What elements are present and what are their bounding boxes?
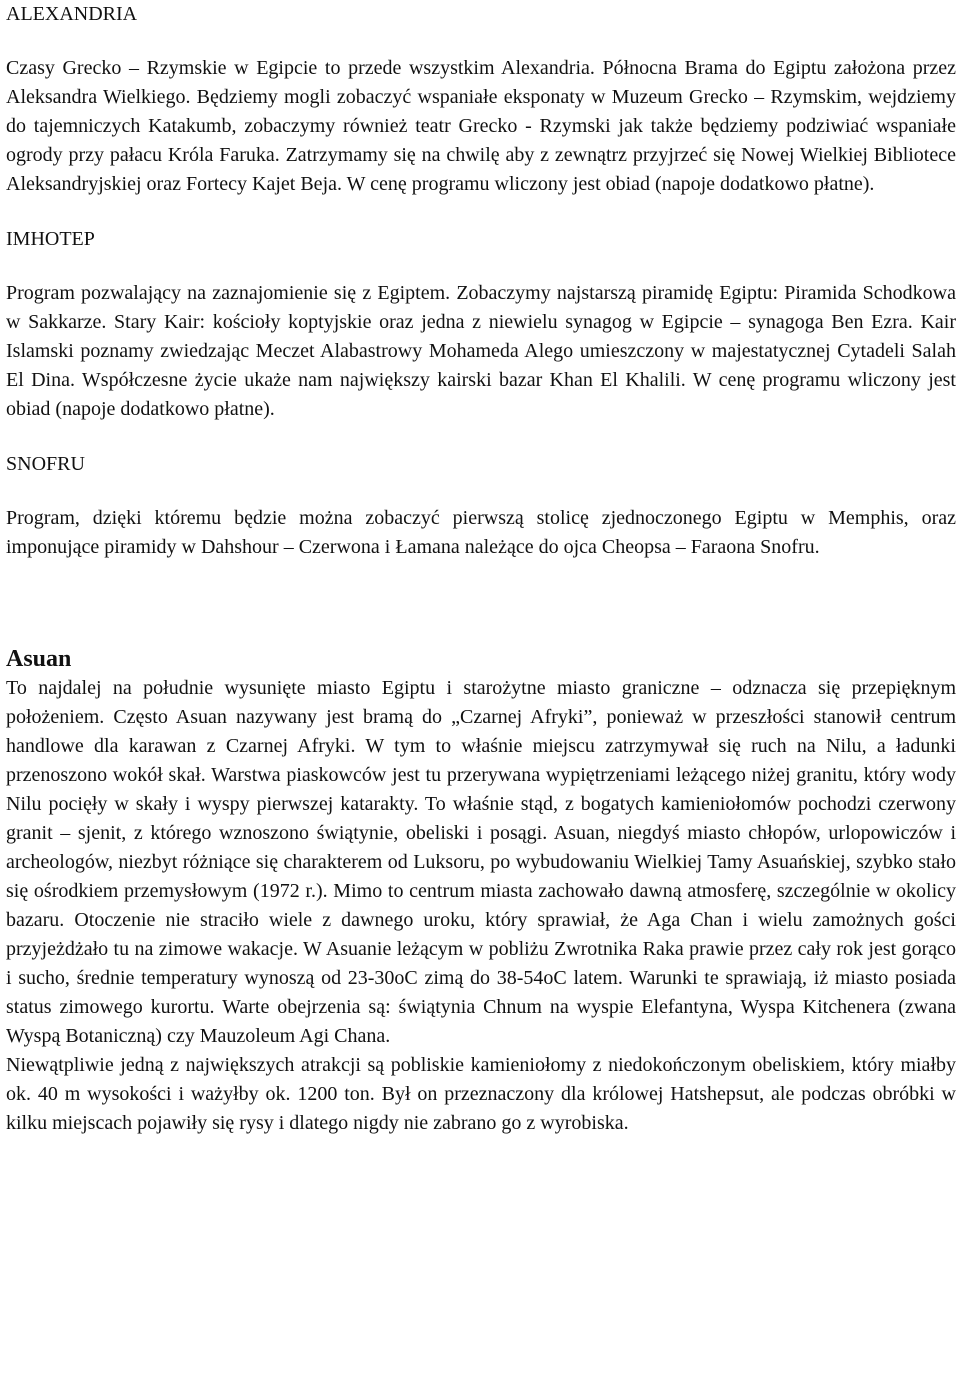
document-page — [6, 0, 956, 1138]
paragraph-asuan-1: To najdalej na południe wysunięte miasto Egiptu i starożytne miasto graniczne – odznacza się przepięknym położeniem. Często Asuan nazywany jest bramą do „Czarnej Afryki”, ponieważ w przeszłości stanowił centrum handlowe dla karawan z Czarnej Afryki. W tym to właśnie miejscu zatrzymywał się ruch na Nilu, a ładunki przenoszono wokół skał. Warstwa piaskowców jest tu przerywana wypiętrzeniami leżącego niżej granitu, który wody Nilu pocięły w skały i wyspy pierwszej katarakty. To właśnie stąd, z bogatych kamieniołomów pochodzi czerwony granit – sjenit, z którego wznoszono świątynie, obeliski i posągi. Asuan, niegdyś miasto chłopów, urlopowiczów i archeologów, niezbyt różniące się charakterem od Luksoru, po wybudowaniu Wielkiej Tamy Asuańskiej, szybko stało się ośrodkiem przemysłowym (1972 r.). Mimo to centrum miasta zachowało dawną atmosferę, szczególnie w okolicy bazaru. Otoczenie nie straciło wiele z dawnego uroku, który sprawiał, że Aga Chan i wielu zamożnych gości przyjeżdżało tu na zimowe wakacje. W Asuanie leżącym w pobliżu Zwrotnika Raka prawie przez cały rok jest gorąco i sucho, średnie temperatury wynoszą od 23-30oC zimą do 38-54oC latem. Warunki te sprawiają, iż miasto posiada status zimowego kurortu. Warte obejrzenia są: świątynia Chnum na wyspie Elefantyna, Wyspa Kitchenera (zwana Wyspą Botaniczną) czy Mauzoleum Agi Chana. — [6, 677, 956, 1047]
section-heading-imhotep: IMHOTEP — [6, 228, 95, 250]
paragraph-alexandria: Czasy Grecko – Rzymskie w Egipcie to przede wszystkim Alexandria. Północna Brama do Egiptu założona przez Aleksandra Wielkiego. Będziemy mogli zobaczyć wspaniałe eksponaty w Muzeum Grecko – Rzymskim, wejdziemy do tajemniczych Katakumb, zobaczymy również teatr Grecko - Rzymski jak także będziemy podziwiać wspaniałe ogrody przy pałacu Króla Faruka. Zatrzymamy się na chwilę aby z zewnątrz przyjrzeć się Nowej Wielkiej Bibliotece Aleksandryjskiej oraz Fortecy Kajet Beja. W cenę programu wliczony jest obiad (napoje dodatkowo płatne). — [6, 57, 956, 195]
section-heading-alexandria: ALEXANDRIA — [6, 3, 138, 25]
section-heading-snofru: SNOFRU — [6, 453, 85, 475]
paragraph-imhotep: Program pozwalający na zaznajomienie się z Egiptem. Zobaczymy najstarszą piramidę Egiptu: Piramida Schodkowa w Sakkarze. Stary Kair: kościoły koptyjskie oraz jedna z niewielu synagog w Egipcie – synagoga Ben Ezra. Kair Islamski poznamy zwiedzając Meczet Alabastrowy Mohameda Alego umieszczony w majestatycznej Cytadeli Salah El Dina. Współczesne życie ukaże nam największy kairski bazar Khan El Khalili. W cenę programu wliczony jest obiad (napoje dodatkowo płatne). — [6, 282, 956, 420]
section-heading-asuan: Asuan — [6, 646, 72, 672]
paragraph-snofru: Program, dzięki któremu będzie można zobaczyć pierwszą stolicę zjednoczonego Egiptu w Memphis, oraz imponujące piramidy w Dahshour – Czerwona i Łamana należące do ojca Cheopsa – Faraona Snofru. — [6, 507, 956, 558]
paragraph-asuan-2: Niewątpliwie jedną z największych atrakcji są pobliskie kamieniołomy z niedokończonym obeliskiem, który miałby ok. 40 m wysokości i ważyłby ok. 1200 ton. Był on przeznaczony dla królowej Hatshepsut, ale podczas obróbki w kilku miejscach pojawiły się rysy i dlatego nigdy nie zabrano go z wyrobiska. — [6, 1054, 956, 1134]
